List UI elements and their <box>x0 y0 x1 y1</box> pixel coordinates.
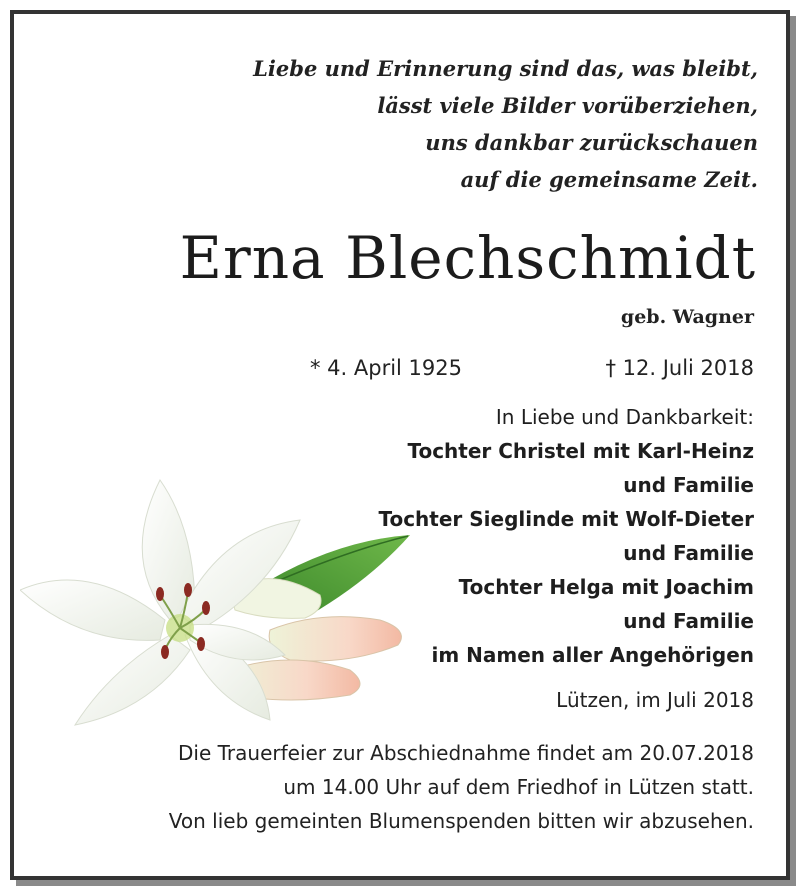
birth-date: * 4. April 1925 <box>310 356 463 380</box>
place-and-date: Lützen, im Juli 2018 <box>556 688 754 712</box>
maiden-name: geb. Wagner <box>620 306 754 328</box>
mourners-intro: In Liebe und Dankbarkeit: <box>495 405 754 429</box>
poem-line: Liebe und Erinnerung sind das, was bleibt, <box>253 56 758 81</box>
mourner-line: Tochter Christel mit Karl-Heinz <box>407 439 754 463</box>
notice-line: um 14.00 Uhr auf dem Friedhof in Lützen statt. <box>283 775 754 799</box>
poem-line: uns dankbar zurückschauen <box>425 130 758 155</box>
mourner-line: Tochter Helga mit Joachim <box>458 575 754 599</box>
poem-line: auf die gemeinsame Zeit. <box>460 167 758 192</box>
mourner-line: Tochter Sieglinde mit Wolf-Dieter <box>378 507 754 531</box>
notice-line: Von lieb gemeinten Blumenspenden bitten wir abzusehen. <box>168 809 754 833</box>
mourners-list <box>378 400 754 672</box>
poem-line: lässt viele Bilder vorüberziehen, <box>377 93 758 118</box>
funeral-notice <box>169 736 754 838</box>
lily-flower-icon <box>20 470 410 730</box>
mourner-line: und Familie <box>623 541 754 565</box>
notice-line: Die Trauerfeier zur Abschiednahme findet am 20.07.2018 <box>178 741 754 765</box>
memorial-poem <box>253 50 758 198</box>
mourner-line: und Familie <box>623 473 754 497</box>
deceased-name: Erna Blechschmidt <box>179 224 756 292</box>
mourner-line: im Namen aller Angehörigen <box>431 643 754 667</box>
mourner-line: und Familie <box>623 609 754 633</box>
death-date: † 12. Juli 2018 <box>605 356 754 380</box>
